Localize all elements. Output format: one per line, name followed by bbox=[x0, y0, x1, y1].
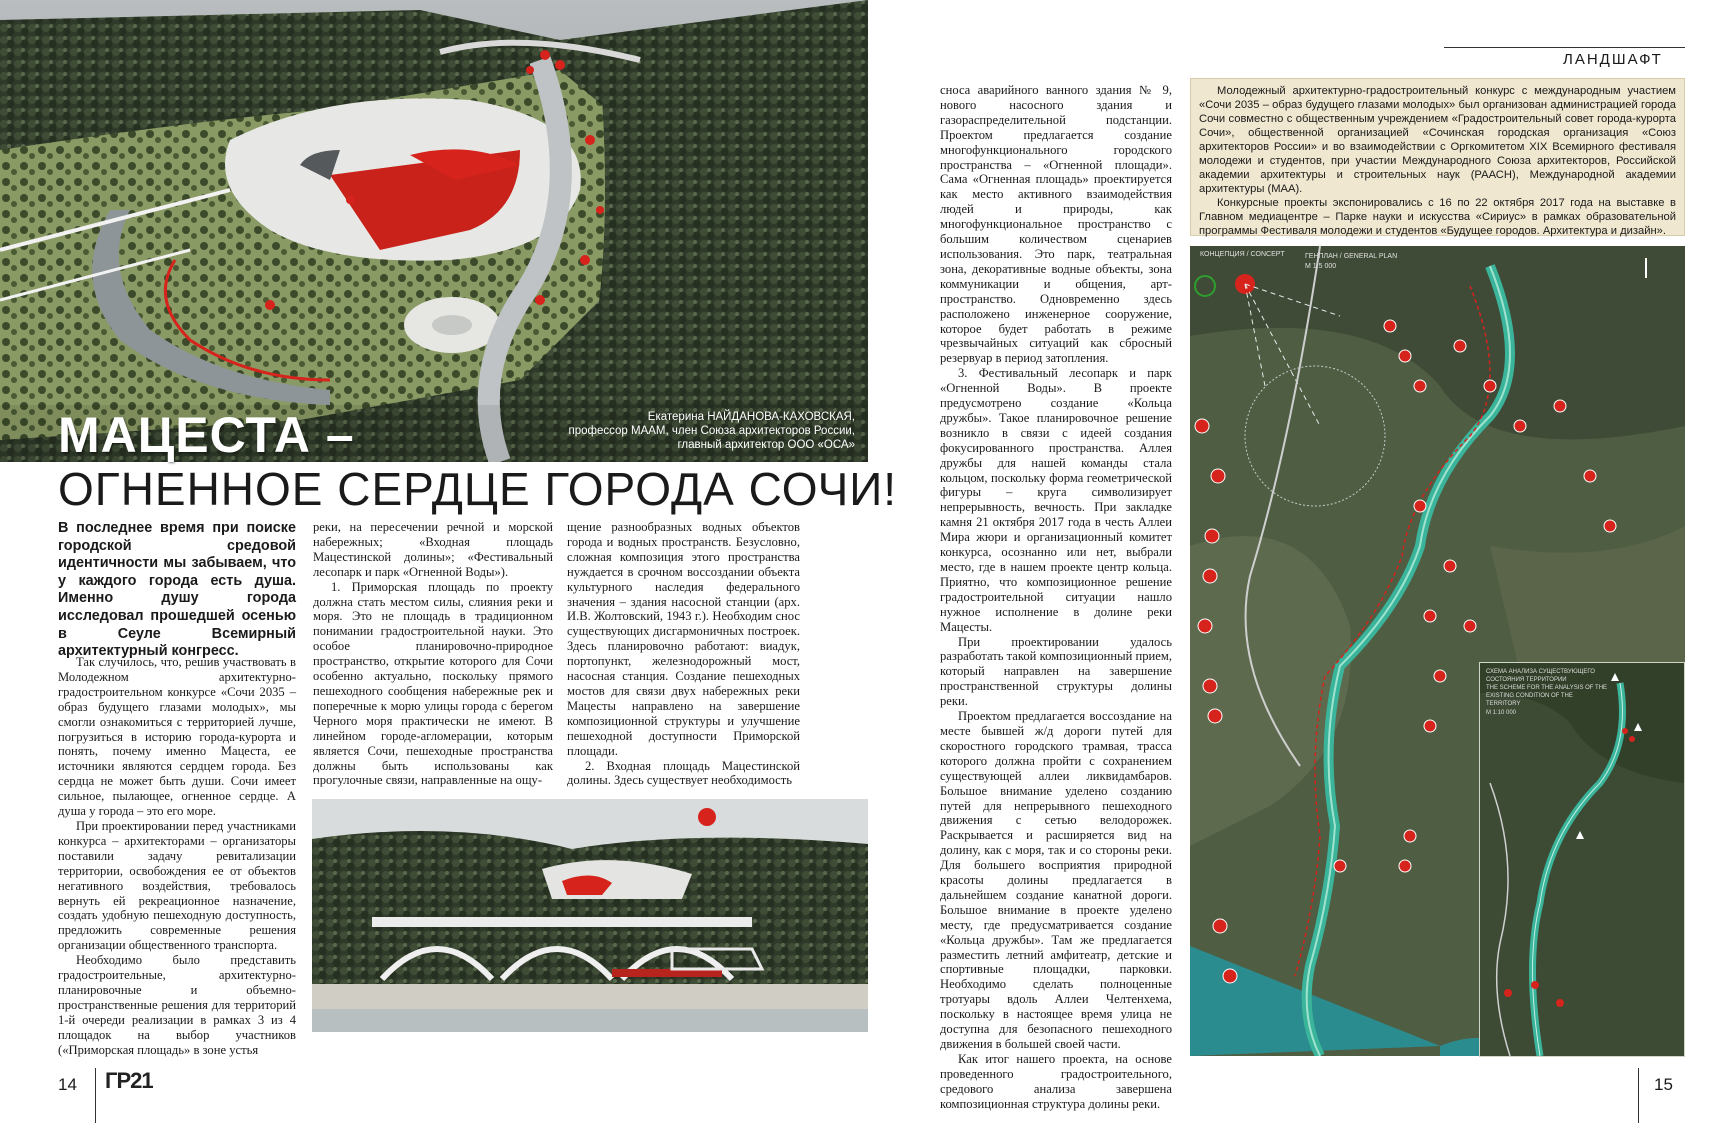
inset-title-2: СОСТОЯНИЯ ТЕРРИТОРИИ bbox=[1486, 677, 1567, 683]
park-render-illustration bbox=[0, 0, 868, 462]
lead-paragraph: В последнее время при поиске городской средовой идентичности мы забываем, что у каждого города есть душа. Именно душу города исследовал прошедшей осенью в Сеуле Всемирный архитектурный конгресс. bbox=[58, 520, 296, 660]
author-role: профессор МААМ, член Союза архитекторов России, bbox=[568, 425, 855, 437]
footer-rule-left bbox=[95, 1068, 96, 1123]
inset-map-illustration bbox=[1480, 663, 1684, 1056]
paragraph: При проектировании перед участниками конкурса – архитекторами – организаторы поставили задачу ревитализации территории, освобождения ее от объектов негативного воздействия, требовалось вернуть ей рекреационное назначение, создать удобную пешеходную доступность, предложить современные решения организации общественного транспорта. bbox=[58, 818, 296, 953]
paragraph: Конкурсные проекты экспонировались с 16 по 22 октября 2017 года на выставке в Главном медиацентре – Парке науки и искусства «Сириус» в рамках образовательной программы Фестиваля молодежи и студентов «Будущее городов. Архитектура и дизайн». bbox=[1199, 197, 1676, 237]
page-number-right: 15 bbox=[1654, 1075, 1673, 1094]
bridge-render-image bbox=[312, 799, 868, 1032]
bridge-illustration bbox=[312, 799, 868, 1032]
paragraph: 2. Входная площадь Мацестинской долины. Здесь существует необходимость bbox=[567, 758, 800, 788]
paragraph: щение разнообразных водных объектов города и водных пространств. Безусловно, сложная композиция этого пространства нуждается в срочном воссоздании объекта культурного наследия федерального значения – здания насосной станции (арх. И.В. Жолтовский, 1943 г.). Необходим снос существующих дисгармоничных построек. Здесь планировочно работают: виадук, портопункт, железнодорожный мост, насосная станция. Создание пешеходных мостов для связи двух набережных реки Мацесты направлено на завершение композиционной структуры и улучшение пешеходной доступности Приморской площади. bbox=[567, 520, 800, 758]
text-column-4 bbox=[940, 83, 1172, 1112]
paragraph: сноса аварийного ванного здания № 9, нового насосного здания и газораспределительной подстанции. Проектом предлагается создание многофункционального городского пространства – «Огненной площади». Сама «Огненная площадь» проектируется как место активного взаимодействия людей и природы, как многофункциональное пространство с большим количеством сценариев использования. Это парк, театральная зона, декоративные водные объекты, зона коммуникации и общения, арт-пространство. Одновременно здесь расположено инженерное сооружение, которое будет работать в режиме чрезвычайных ситуаций как сбросный резервуар в период затопления. bbox=[940, 83, 1172, 366]
map-label-plan: ГЕНПЛАН / GENERAL PLAN bbox=[1305, 253, 1398, 260]
paragraph: Молодежный архитектурно-градостроительный конкурс с международным участием «Сочи 2035 – образ будущего глазами молодых» был организован администрацией города Сочи совместно с общественным учреждением «Градостроительный совет города-курорта Сочи», общественной организацией «Сочинская городская организация «Союз архитекторов России» и во взаимодействии с Оргкомитетом XIX Всемирного фестиваля молодежи и студентов, при участии Международного Союза архитекторов, Российской академии архитектуры и строительных наук (РААСН), Международной академии архитектуры (МАА). bbox=[1199, 85, 1676, 195]
section-rubric: ЛАНДШАФТ bbox=[1563, 51, 1663, 68]
paragraph: 1. Приморская площадь по проекту должна стать местом силы, слияния реки и моря. Это не площадь в традиционном понимании градостроительной науки. Это особое планировочно-природное пространство, открытие которого для Сочи особенно актуально, поскольку прямого пешеходного сообщения набережные рек и поперечные к морю улицы города с берегом Черного моря практически не имеют. В линейном городе-агломерации, которым является Сочи, пешеходные пространства должны быть использованы как прогулочные связи, направленные на ощу- bbox=[313, 579, 553, 788]
inset-title-5: TERRITORY bbox=[1486, 701, 1521, 707]
paragraph: При проектировании удалось разработать такой композиционный прием, который направлен на завершение пространственной структуры долины реки. bbox=[940, 634, 1172, 709]
page-number-left: 14 bbox=[58, 1075, 77, 1094]
paragraph: реки, на пересечении речной и морской набережных; «Входная площадь Мацестинской долины»; «Фестивальный лесопарк и парк «Огненной Воды»). bbox=[313, 520, 553, 579]
inset-title-3: THE SCHEME FOR THE ANALYSIS OF THE bbox=[1486, 685, 1608, 691]
footer-rule-right bbox=[1638, 1068, 1639, 1123]
inset-title-4: EXISTING CONDITION OF THE bbox=[1486, 693, 1573, 699]
paragraph: Необходимо было представить градостроительные, архитектурно-планировочные и объемно-пространственные решения для территорий 1-й очереди реализации в рамках 3 из 4 площадок на выбор участников («Приморская площадь» в зоне устья bbox=[58, 953, 296, 1057]
inset-title-1: СХЕМА АНАЛИЗА СУЩЕСТВУЮЩЕГО bbox=[1486, 669, 1595, 675]
author-name: Екатерина НАЙДАНОВА-КАХОВСКАЯ, bbox=[647, 411, 855, 423]
text-column-1 bbox=[58, 655, 296, 1057]
author-credit bbox=[555, 410, 855, 452]
map-label-concept: КОНЦЕПЦИЯ / CONCEPT bbox=[1200, 251, 1285, 258]
paragraph: Проектом предлагается воссоздание на месте бывшей ж/д дороги путей для скоростного городского трамвая, трасса которого должна пройти с сохранением существующей аллеи ликвидамбаров. Большое внимание уделено созданию путей для непрерывного пешеходного движения с сетью велодорожек. Раскрывается и расширяется вид на долину, как с моря, так и со стороны реки. Для большего восприятия природной красоты долины предлагается в дальнейшем создание канатной дороги. Большое внимание в проекте уделено месту, где предусматривается создание «Кольца дружбы». Там же предлагается разместить летний амфитеатр, детские и спортивные площадки, парковки. Необходимо сделать полноценные тротуары вдоль Аллеи Челтенхема, поскольку в настоящее время улица не доступна для безопасного пешеходного движения в большей своей части. bbox=[940, 709, 1172, 1051]
analysis-inset-map bbox=[1479, 662, 1685, 1057]
paragraph: 3. Фестивальный лесопарк и парк «Огненной Воды». В проекте предусмотрено создание «Кольца дружбы». Такое планировочное решение возникло в связи с идеей создания фокусированного пространства. Аллея дружбы для нашей команды стала кольцом, поскольку форма геометрической фигуры – круга символизирует непрерывность, вечность. При закладке камня 21 октября 2017 года в честь Аллеи Мира жюри и организационный комитет конкурса, осознанно или нет, выбрали место, где в нашем проекте центр кольца. Приятно, что композиционное решение градостроительной ситуации нашло нужное исполнение в долине реки Мацесты. bbox=[940, 366, 1172, 634]
magazine-logo: ГР21 bbox=[105, 1068, 153, 1093]
paragraph: Как итог нашего проекта, на основе проведенного градостроительного, средового анализа завершена композиционная структура долины реки. bbox=[940, 1051, 1172, 1111]
competition-info-box bbox=[1190, 78, 1685, 236]
text-column-3 bbox=[567, 520, 800, 788]
rubric-rule bbox=[1444, 47, 1685, 48]
map-scale: M 1:5 000 bbox=[1305, 263, 1337, 270]
author-position: главный архитектор ООО «ОСА» bbox=[677, 439, 855, 451]
article-title-line1: МАЦЕСТА – bbox=[58, 407, 355, 463]
inset-scale: M 1:10 000 bbox=[1486, 710, 1517, 716]
hero-aerial-render bbox=[0, 0, 868, 462]
paragraph: Так случилось, что, решив участвовать в Молодежном архитектурно-градостроительном конкурсе «Сочи 2035 – образ будущего глазами молодых», мы смогли ознакомиться с территорией лучше, погрузиться в историю города-курорта и понять, почему именно Мацеста, ее источники являются сердцем города. Без сердца не может быть души. Сочи имеет сильное, пылающее, огненное сердце. А душа у города – это его море. bbox=[58, 655, 296, 819]
article-title-line2: ОГНЕННОЕ СЕРДЦЕ ГОРОДА СОЧИ! bbox=[58, 463, 898, 515]
text-column-2 bbox=[313, 520, 553, 788]
